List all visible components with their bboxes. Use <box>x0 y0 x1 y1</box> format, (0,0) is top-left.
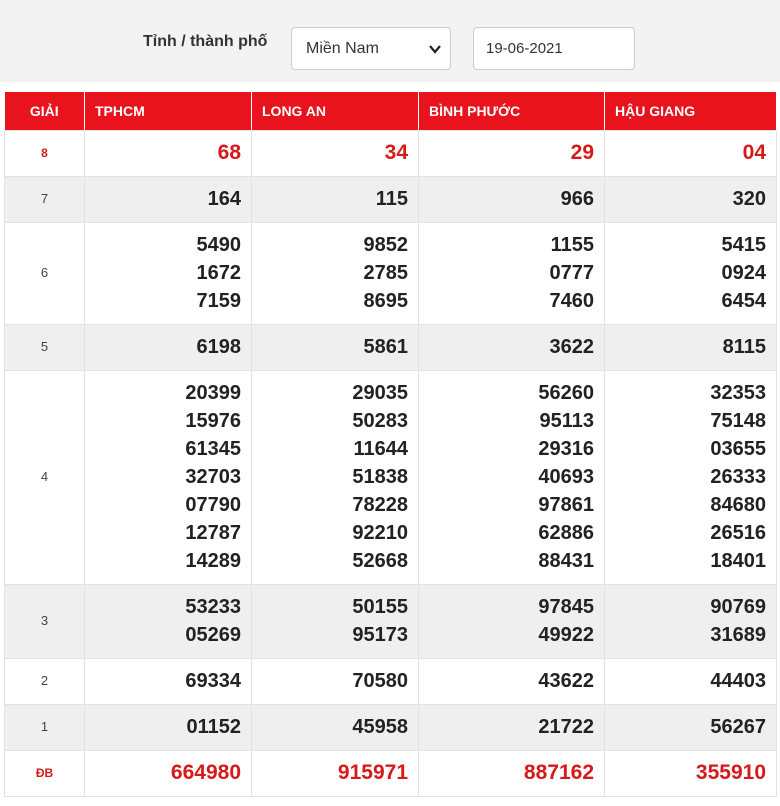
chevron-down-icon <box>428 42 442 56</box>
table-row <box>5 324 777 370</box>
header-tphcm: TPHCM <box>85 92 252 130</box>
prize-label: 4 <box>5 370 85 584</box>
result-number: 07790 <box>185 494 241 516</box>
results-table <box>4 92 777 797</box>
result-number: 0777 <box>549 262 594 284</box>
result-cell <box>605 704 777 750</box>
result-number: 50283 <box>352 410 408 432</box>
result-number: 90769 <box>710 596 766 618</box>
header-long-an: LONG AN <box>252 92 419 130</box>
result-cell <box>605 130 777 176</box>
result-number: 04 <box>742 141 766 164</box>
result-number: 49922 <box>538 624 594 646</box>
result-number: 84680 <box>710 494 766 516</box>
result-number: 115 <box>375 188 408 210</box>
result-number: 31689 <box>710 624 766 646</box>
table-header-row <box>5 92 777 130</box>
result-cell <box>605 750 777 796</box>
result-number: 56260 <box>538 382 594 404</box>
result-number: 29 <box>570 141 594 164</box>
header-prize: GIẢI <box>5 92 85 130</box>
result-number: 75148 <box>710 410 766 432</box>
result-number: 7460 <box>549 290 594 312</box>
result-cell <box>85 584 252 658</box>
result-number: 68 <box>217 141 241 164</box>
result-cell <box>419 222 605 324</box>
result-cell <box>85 370 252 584</box>
result-number: 11644 <box>353 438 408 460</box>
result-cell <box>419 584 605 658</box>
result-cell <box>85 750 252 796</box>
result-number: 1155 <box>550 234 594 256</box>
result-number: 966 <box>560 188 594 210</box>
result-number: 56267 <box>710 716 766 738</box>
result-number: 29035 <box>352 382 408 404</box>
result-number: 69334 <box>185 670 241 692</box>
result-number: 14289 <box>185 550 241 572</box>
result-number: 97861 <box>538 494 594 516</box>
result-number: 320 <box>732 188 766 210</box>
table-row <box>5 130 777 176</box>
result-number: 0924 <box>721 262 766 284</box>
result-number: 20399 <box>185 382 241 404</box>
result-cell <box>252 584 419 658</box>
result-cell <box>605 176 777 222</box>
table-row <box>5 750 777 796</box>
result-number: 887162 <box>523 761 594 784</box>
result-number: 95113 <box>539 410 594 432</box>
result-number: 9852 <box>363 234 408 256</box>
prize-label: 3 <box>5 584 85 658</box>
result-number: 5861 <box>363 336 408 358</box>
result-number: 5415 <box>721 234 766 256</box>
result-number: 40693 <box>538 466 594 488</box>
prize-label: 6 <box>5 222 85 324</box>
table-row <box>5 176 777 222</box>
result-cell <box>419 130 605 176</box>
result-number: 29316 <box>538 438 594 460</box>
header-hau-giang: HẬU GIANG <box>605 92 777 130</box>
result-cell <box>419 750 605 796</box>
result-number: 32353 <box>710 382 766 404</box>
result-cell <box>85 704 252 750</box>
prize-label: 1 <box>5 704 85 750</box>
result-number: 915971 <box>337 761 408 784</box>
date-input-value: 19-06-2021 <box>486 40 563 57</box>
result-number: 164 <box>207 188 241 210</box>
result-cell <box>605 222 777 324</box>
result-number: 88431 <box>538 550 594 572</box>
result-number: 61345 <box>185 438 241 460</box>
result-cell <box>85 176 252 222</box>
result-number: 664980 <box>170 761 241 784</box>
result-number: 43622 <box>538 670 594 692</box>
result-number: 8695 <box>363 290 408 312</box>
prize-label: 7 <box>5 176 85 222</box>
result-cell <box>252 658 419 704</box>
table-row <box>5 584 777 658</box>
result-cell <box>252 704 419 750</box>
result-number: 5490 <box>196 234 241 256</box>
result-number: 8115 <box>722 336 766 358</box>
result-number: 2785 <box>363 262 408 284</box>
result-cell <box>419 324 605 370</box>
table-row <box>5 370 777 584</box>
result-cell <box>605 658 777 704</box>
result-cell <box>605 584 777 658</box>
result-cell <box>252 750 419 796</box>
result-number: 44403 <box>710 670 766 692</box>
province-label: Tỉnh / thành phố <box>143 33 268 50</box>
result-number: 32703 <box>185 466 241 488</box>
result-cell <box>605 370 777 584</box>
result-cell <box>419 370 605 584</box>
result-cell <box>419 176 605 222</box>
result-number: 51838 <box>352 466 408 488</box>
result-number: 50155 <box>352 596 408 618</box>
result-cell <box>252 130 419 176</box>
result-number: 7159 <box>196 290 241 312</box>
result-number: 6198 <box>196 336 241 358</box>
prize-label: 8 <box>5 130 85 176</box>
result-number: 03655 <box>710 438 766 460</box>
result-number: 97845 <box>538 596 594 618</box>
result-number: 1672 <box>196 262 241 284</box>
result-cell <box>605 324 777 370</box>
result-number: 45958 <box>352 716 408 738</box>
result-number: 355910 <box>695 761 766 784</box>
result-cell <box>252 176 419 222</box>
result-number: 21722 <box>538 716 594 738</box>
result-number: 34 <box>384 141 408 164</box>
result-number: 01152 <box>186 716 241 738</box>
result-cell <box>419 704 605 750</box>
filter-bar <box>0 0 780 82</box>
region-select-value: Miền Nam <box>306 40 379 57</box>
result-number: 05269 <box>185 624 241 646</box>
result-number: 26333 <box>710 466 766 488</box>
result-number: 70580 <box>352 670 408 692</box>
result-number: 12787 <box>185 522 241 544</box>
result-number: 92210 <box>352 522 408 544</box>
result-number: 26516 <box>710 522 766 544</box>
result-cell <box>252 324 419 370</box>
result-number: 6454 <box>721 290 766 312</box>
table-row <box>5 222 777 324</box>
result-cell <box>85 658 252 704</box>
result-number: 95173 <box>352 624 408 646</box>
result-number: 78228 <box>352 494 408 516</box>
prize-label: 5 <box>5 324 85 370</box>
result-number: 62886 <box>538 522 594 544</box>
result-number: 53233 <box>185 596 241 618</box>
result-cell <box>419 658 605 704</box>
date-input[interactable] <box>473 27 635 70</box>
result-cell <box>85 130 252 176</box>
result-cell <box>252 370 419 584</box>
result-cell <box>85 324 252 370</box>
table-row <box>5 658 777 704</box>
result-number: 18401 <box>710 550 766 572</box>
header-binh-phuoc: BÌNH PHƯỚC <box>419 92 605 130</box>
region-select[interactable] <box>291 27 451 70</box>
result-number: 15976 <box>185 410 241 432</box>
result-cell <box>85 222 252 324</box>
result-number: 3622 <box>549 336 594 358</box>
table-row <box>5 704 777 750</box>
prize-label: ĐB <box>5 750 85 796</box>
result-cell <box>252 222 419 324</box>
result-number: 52668 <box>352 550 408 572</box>
prize-label: 2 <box>5 658 85 704</box>
